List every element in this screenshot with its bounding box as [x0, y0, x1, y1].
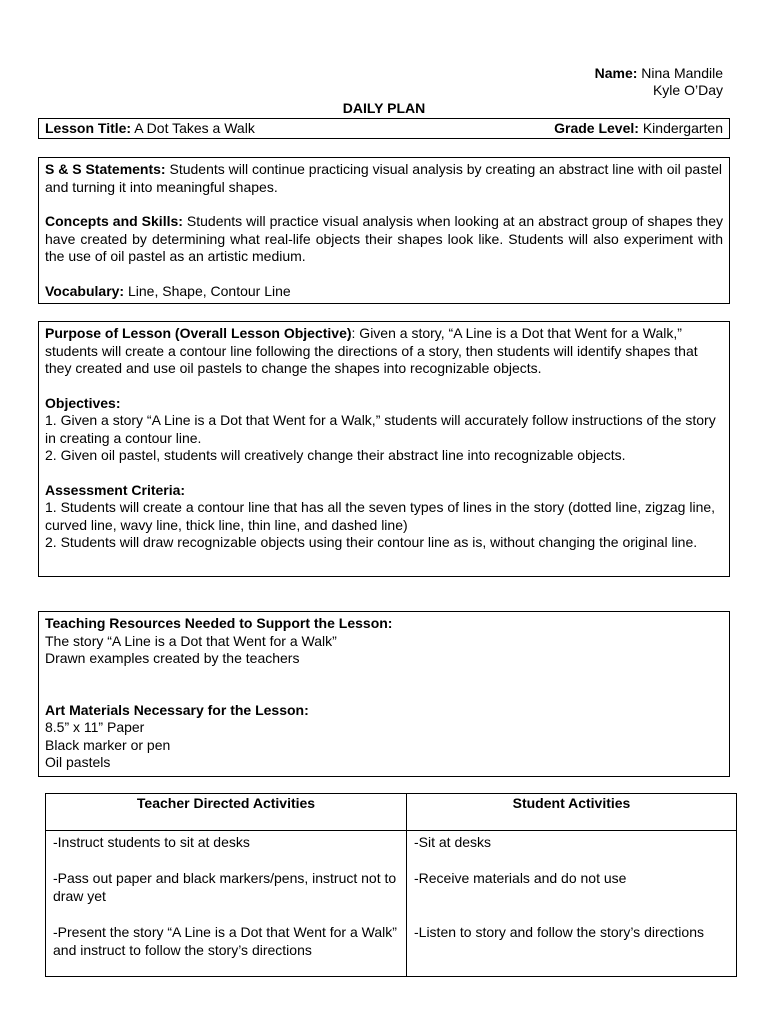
student-activities-cell [407, 831, 737, 977]
table-header-row [46, 794, 737, 831]
concepts-label: Concepts and Skills: [45, 213, 183, 229]
student-activity-item: -Receive materials and do not use [414, 870, 627, 886]
objective-item: 2. Given oil pastel, students will creatively change their abstract line into recognizable objects. [45, 447, 626, 463]
assessment-item: 1. Students will create a contour line that has all the seven types of lines in the story (dotted line, zigzag line, curved line, wavy line, thick line, thin line, and dashed line) [45, 499, 716, 533]
teaching-resource-item: The story “A Line is a Dot that Went for a Walk” [45, 632, 337, 649]
student-activity-item: -Sit at desks [414, 834, 492, 850]
statements-box [38, 157, 730, 304]
teacher-activity-item: -Present the story “A Line is a Dot that Went for a Walk” and instruct to follow the story’s directions [53, 924, 397, 958]
objective-item: 1. Given a story “A Line is a Dot that Went for a Walk,” students will accurately follow instructions of the story in creating a contour line. [45, 412, 716, 446]
lesson-title-label: Lesson Title: [45, 120, 132, 136]
purpose-text: : Given a story, “A Line is a Dot that Went for a Walk,” students will create a contour line following the directions of a story, then students will identify shapes that they created and use oil pastels to change the shapes into recognizable objects. [45, 325, 698, 376]
lesson-info-row [38, 118, 730, 139]
lesson-title-value: A Dot Takes a Walk [134, 120, 255, 136]
art-material-item: Black marker or pen [45, 736, 171, 753]
author-name-2: Kyle O’Day [652, 82, 723, 98]
objectives-label: Objectives: [45, 394, 121, 411]
teaching-resource-item: Drawn examples created by the teachers [45, 650, 300, 666]
teacher-activity-item: -Pass out paper and black markers/pens, instruct not to draw yet [53, 870, 397, 904]
purpose-label: Purpose of Lesson (Overall Lesson Objective) [45, 325, 352, 341]
table-row [46, 831, 737, 977]
vocabulary-text: Line, Shape, Contour Line [128, 282, 291, 299]
resources-box [38, 611, 730, 777]
concepts-text: Students will practice visual analysis when looking at an abstract group of shapes they have created by determining what real-life objects their shapes look like. Students will also experiment with the use of oil pastel as an artistic medium. [45, 213, 723, 264]
author-name-1: Nina Mandile [641, 65, 723, 81]
art-material-item: 8.5” x 11” Paper [45, 719, 145, 735]
grade-level-label: Grade Level: [554, 120, 639, 136]
art-material-item: Oil pastels [45, 754, 111, 770]
assessment-item: 2. Students will draw recognizable objects using their contour line as is, without changing the original line. [45, 534, 698, 550]
ss-text: Students will continue practicing visual analysis by creating an abstract line with oil pastel and turning it into meaningful shapes. [45, 161, 722, 195]
teacher-activity-item: -Instruct students to sit at desks [53, 834, 250, 850]
ss-label: S & S Statements: [45, 161, 166, 177]
purpose-box [38, 321, 730, 577]
page-title: DAILY PLAN [342, 100, 426, 116]
teacher-activities-header: Teacher Directed Activities [46, 794, 407, 831]
student-activity-item: -Listen to story and follow the story’s directions [414, 924, 704, 940]
teaching-resources-label: Teaching Resources Needed to Support the Lesson: [45, 615, 393, 631]
art-materials-label: Art Materials Necessary for the Lesson: [45, 701, 309, 718]
name-label: Name: [594, 65, 638, 81]
vocabulary-label: Vocabulary: [45, 282, 125, 299]
teacher-activities-cell [46, 831, 407, 977]
assessment-label: Assessment Criteria: [45, 481, 186, 498]
activities-table [45, 793, 737, 977]
grade-level-value: Kindergarten [642, 120, 723, 136]
student-activities-header: Student Activities [407, 794, 737, 831]
name-block [595, 65, 723, 99]
